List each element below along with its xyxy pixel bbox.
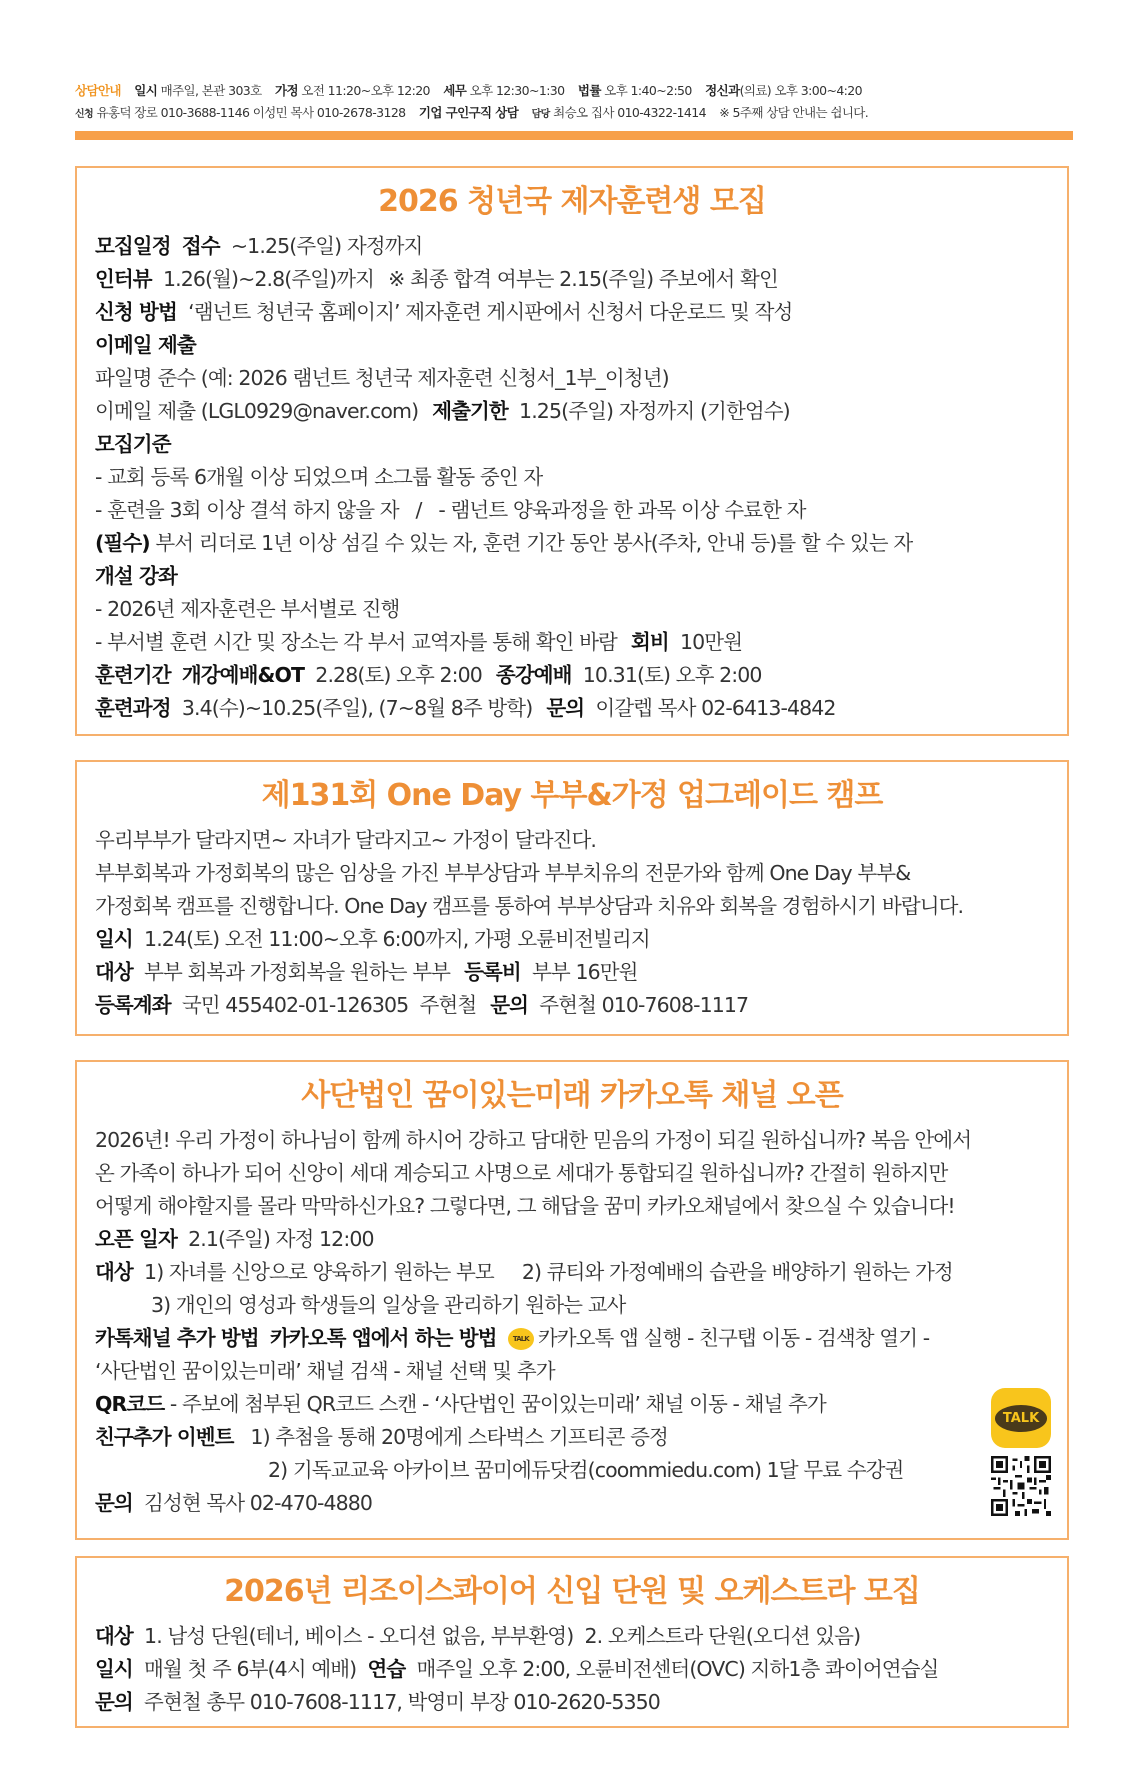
section-title: 2026년 리조이스콰이어 신입 단원 및 오케스트라 모집 <box>224 1574 920 1609</box>
section-couple-camp: 제131회 One Day 부부&가정 업그레이드 캠프 우리부부가 달라지면~ 자녀가 달라지고~ 가정이 달라진다. 부부회복과 가정회복의 많은 임상을 가진 부부상담과 부부치유의 전문가와 함께 One Day 부부& 가정회복 캠프를 진행합니다. One Day 캠프를 통하여 부부상담과 치유와 회복을 경험하시기 바랍니다. 일시 1.24(토) 오전 11:00~오후 6:00까지, 가평 오륜비전빌리지 대상 부부 회복과 가정회복을 원하는 부부 등록비 부부 16만원 등록계좌 국민 455402-01-126305 주현철 문의 주현철 010-7608-1117 <box>75 760 1069 1036</box>
consultation-row-2: 신청 유홍덕 장로 010-3688-1146 이성민 목사 010-2678-3128 기업 구인구직 상담 담당 최승오 집사 010-4322-1414 ※ 5주째 상담 안내는 쉽니다. <box>75 105 869 120</box>
consultation-row-1: 상담안내 일시 매주일, 본관 303호 가정 오전 11:20~오후 12:20 세무 오후 12:30~1:30 법률 오후 1:40~2:50 정신과(의료) 오후 3:00~4:20 <box>75 83 862 98</box>
section-title: 사단법인 꿈이있는미래 카카오톡 채널 오픈 <box>301 1078 843 1113</box>
kakaotalk-logo-icon: TALK <box>991 1388 1051 1448</box>
kakaotalk-icon: TALK <box>508 1328 534 1350</box>
header-divider <box>75 131 1073 140</box>
section-kakao-channel: 사단법인 꿈이있는미래 카카오톡 채널 오픈 2026년! 우리 가정이 하나님이 함께 하시어 강하고 담대한 믿음의 가정이 되길 원하십니까? 복음 안에서 온 가족이 하나가 되어 신앙이 세대 계승되고 사명으로 세대가 통합되길 원하십니까? 간절히 원하지만 어떻게 해야할지를 몰라 막막하신가요? 그렇다면, 그 해답을 꿈미 카카오채널에서 찾으실 수 있습니다! 오픈 일자 2.1(주일) 자정 12:00 대상 1) 자녀를 신앙으로 양육하기 원하는 부모 2) 큐티와 가정예배의 습관을 배양하기 원하는 가정 3) 개인의 영성과 학생들의 일상을 관리하기 원하는 교사 카톡채널 추가 방법 카카오톡 앱에서 하는 방법 TALK 카카오톡 앱 실행 - 친구탭 이동 - 검색창 열기 - ‘사단법인 꿈이있는미래’ 채널 검색 - 채널 선택 및 추가 QR코드 - 주보에 첨부된 QR코드 스캔 - ‘사단법인 꿈이있는미래’ 채널 이동 - 채널 추가 친구추가 이벤트 1) 추첨을 통해 20명에게 스타벅스 기프티콘 증정 2) 기독교교육 아카이브 꿈미에듀닷컴(coommiedu.com) 1달 무료 수강권 문의 김성현 목사 02-470-4880 TALK <box>75 1060 1069 1540</box>
section-disciple-training: 2026 청년국 제자훈련생 모집 모집일정 접수 ~1.25(주일) 자정까지 인터뷰 1.26(월)~2.8(주일)까지 ※ 최종 합격 여부는 2.15(주일) 주보에서 확인 신청 방법 ‘램넌트 청년국 홈페이지’ 제자훈련 게시판에서 신청서 다운로드 및 작성 이메일 제출 파일명 준수 (예: 2026 램넌트 청년국 제자훈련 신청서_1부_이청년) 이메일 제출 (LGL0929@naver.com) 제출기한 1.25(주일) 자정까지 (기한엄수) 모집기준 - 교회 등록 6개월 이상 되었으며 소그룹 활동 중인 자 - 훈련을 3회 이상 결석 하지 않을 자 / - 램넌트 양육과정을 한 과목 이상 수료한 자 (필수) 부서 리더로 1년 이상 섬길 수 있는 자, 훈련 기간 동안 봉사(주차, 안내 등)를 할 수 있는 자 개설 강좌 - 2026년 제자훈련은 부서별로 진행 - 부서별 훈련 시간 및 장소는 각 부서 교역자를 통해 확인 바람 회비 10만원 훈련기간 개강예배&OT 2.28(토) 오후 2:00 종강예배 10.31(토) 오후 2:00 훈련과정 3.4(수)~10.25(주일), (7~8월 8주 방학) 문의 이갈렙 목사 02-6413-4842 <box>75 166 1069 736</box>
section-choir-recruit: 2026년 리조이스콰이어 신입 단원 및 오케스트라 모집 대상 1. 남성 단원(테너, 베이스 - 오디션 없음, 부부환영) 2. 오케스트라 단원(오디션 있음) 일시 매월 첫 주 6부(4시 예배) 연습 매주일 오후 2:00, 오륜비전센터(OVC) 지하1층 콰이어연습실 문의 주현철 총무 010-7608-1117, 박영미 부장 010-2620-5350 <box>75 1556 1069 1728</box>
consultation-info <box>75 80 1073 126</box>
section-title: 2026 청년국 제자훈련생 모집 <box>378 184 766 219</box>
qr-code-icon[interactable] <box>991 1456 1051 1516</box>
section-title: 제131회 One Day 부부&가정 업그레이드 캠프 <box>261 778 883 813</box>
